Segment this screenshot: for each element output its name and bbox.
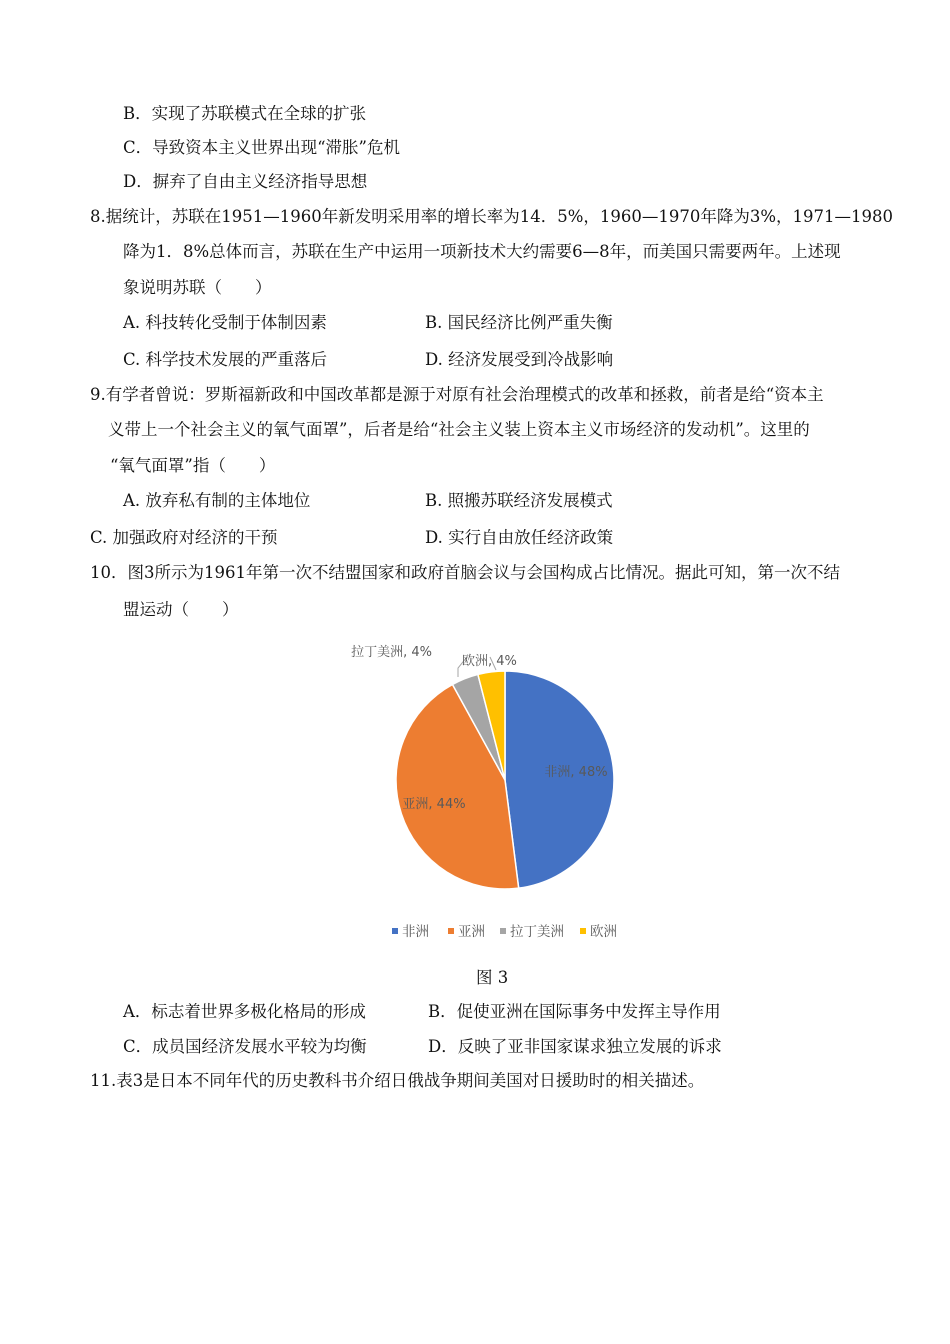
q8-stem-line3: 象说明苏联（ ）: [123, 278, 272, 297]
q10-option-a: A．标志着世界多极化格局的形成: [123, 1002, 366, 1021]
q8-stem-line1: 8.据统计，苏联在1951—1960年新发明采用率的增长率为14．5%，1960—1970年降为3%，1971—1980: [90, 207, 894, 226]
data-label-europe: 欧洲, 4%: [462, 654, 517, 669]
figure-caption: 图 3: [476, 968, 509, 987]
q10-stem-line2: 盟运动（ ）: [123, 600, 239, 619]
q10-option-d: D．反映了亚非国家谋求独立发展的诉求: [428, 1037, 722, 1056]
q7-option-d: D．摒弃了自由主义经济指导思想: [123, 172, 368, 191]
q9-option-b: B. 照搬苏联经济发展模式: [425, 491, 613, 510]
legend-swatch-africa: [392, 928, 398, 934]
data-label-asia: 亚洲, 44%: [402, 797, 466, 812]
q7-option-c: C．导致资本主义世界出现“滞胀”危机: [123, 138, 400, 157]
legend-swatch-europe: [580, 928, 586, 934]
q9-stem-line1: 9.有学者曾说：罗斯福新政和中国改革都是源于对原有社会治理模式的改革和拯救，前者是给“资本主: [90, 385, 824, 404]
legend-item-asia: 亚洲: [458, 924, 485, 940]
legend: [392, 923, 617, 940]
q8-stem-line2: 降为1．8%总体而言，苏联在生产中运用一项新技术大约需要6—8年，而美国只需要两年。上述现: [123, 242, 841, 261]
q10-option-c: C．成员国经济发展水平较为均衡: [123, 1037, 367, 1056]
q9-stem-line2: 义带上一个社会主义的氧气面罩”，后者是给“社会主义装上资本主义市场经济的发动机”。这里的: [108, 420, 810, 439]
legend-swatch-asia: [448, 928, 454, 934]
q10-option-b: B．促使亚洲在国际事务中发挥主导作用: [428, 1002, 721, 1021]
q8-option-d: D. 经济发展受到冷战影响: [425, 350, 614, 369]
q8-option-a: A. 科技转化受制于体制因素: [123, 313, 327, 332]
data-label-latin-america: 拉丁美洲, 4%: [351, 645, 432, 660]
q9-option-a: A. 放弃私有制的主体地位: [123, 491, 311, 510]
legend-item-latin-america: 拉丁美洲: [510, 924, 564, 940]
legend-item-europe: 欧洲: [590, 924, 617, 940]
q11-stem-line1: 11.表3是日本不同年代的历史教科书介绍日俄战争期间美国对日援助时的相关描述。: [90, 1071, 705, 1090]
q9-stem-line3: “氧气面罩”指（ ）: [110, 456, 276, 475]
q8-option-c: C. 科学技术发展的严重落后: [123, 350, 328, 369]
legend-swatch-latin-america: [500, 928, 506, 934]
q7-option-b: B．实现了苏联模式在全球的扩张: [123, 104, 367, 123]
legend-item-africa: 非洲: [402, 924, 429, 940]
pie-chart: [330, 618, 660, 948]
q10-stem-line1: 10．图3所示为1961年第一次不结盟国家和政府首脑会议与会国构成占比情况。据此可知，第一次不结: [90, 563, 840, 582]
q9-option-d: D. 实行自由放任经济政策: [425, 528, 614, 547]
q9-option-c: C. 加强政府对经济的干预: [90, 528, 278, 547]
q8-option-b: B. 国民经济比例严重失衡: [425, 313, 613, 332]
data-label-africa: 非洲, 48%: [544, 765, 608, 780]
